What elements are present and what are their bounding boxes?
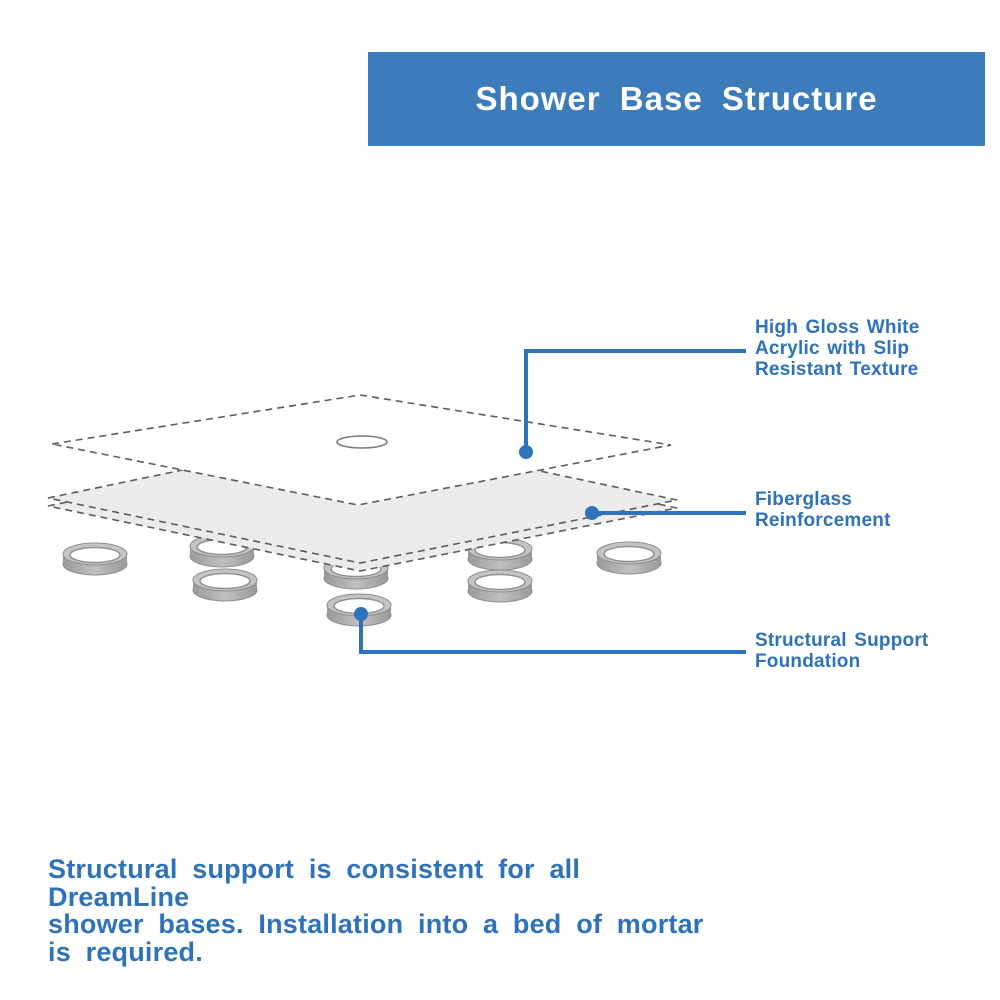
callout-line: Resistant Texture <box>755 359 919 380</box>
callout-line: Fiberglass <box>755 489 853 510</box>
callout-foundation-label <box>755 630 928 672</box>
support-ring <box>468 570 532 602</box>
callout-acrylic-label <box>755 317 919 380</box>
callout-line: Structural Support <box>755 630 929 651</box>
page-title: Shower Base Structure <box>475 80 878 117</box>
leader-line-foundation <box>361 614 746 652</box>
callout-line: High Gloss White <box>755 317 920 338</box>
footer-line: is required. <box>48 936 203 967</box>
leader-dot-acrylic <box>519 445 533 459</box>
support-ring <box>597 542 661 574</box>
callout-line: Acrylic with Slip <box>755 338 910 359</box>
callout-fiberglass-label <box>755 489 891 531</box>
footer-note <box>48 856 728 966</box>
footer-line: Structural support is consistent for all DreamLine <box>48 854 581 912</box>
leader-dot-fiberglass <box>585 506 599 520</box>
support-ring <box>193 569 257 601</box>
leader-dot-foundation <box>354 607 368 621</box>
callout-line: Reinforcement <box>755 510 891 531</box>
drain-ellipse <box>337 436 387 448</box>
callout-line: Foundation <box>755 651 861 672</box>
footer-line: shower bases. Installation into a bed of mortar <box>48 909 704 939</box>
support-ring <box>63 543 127 575</box>
